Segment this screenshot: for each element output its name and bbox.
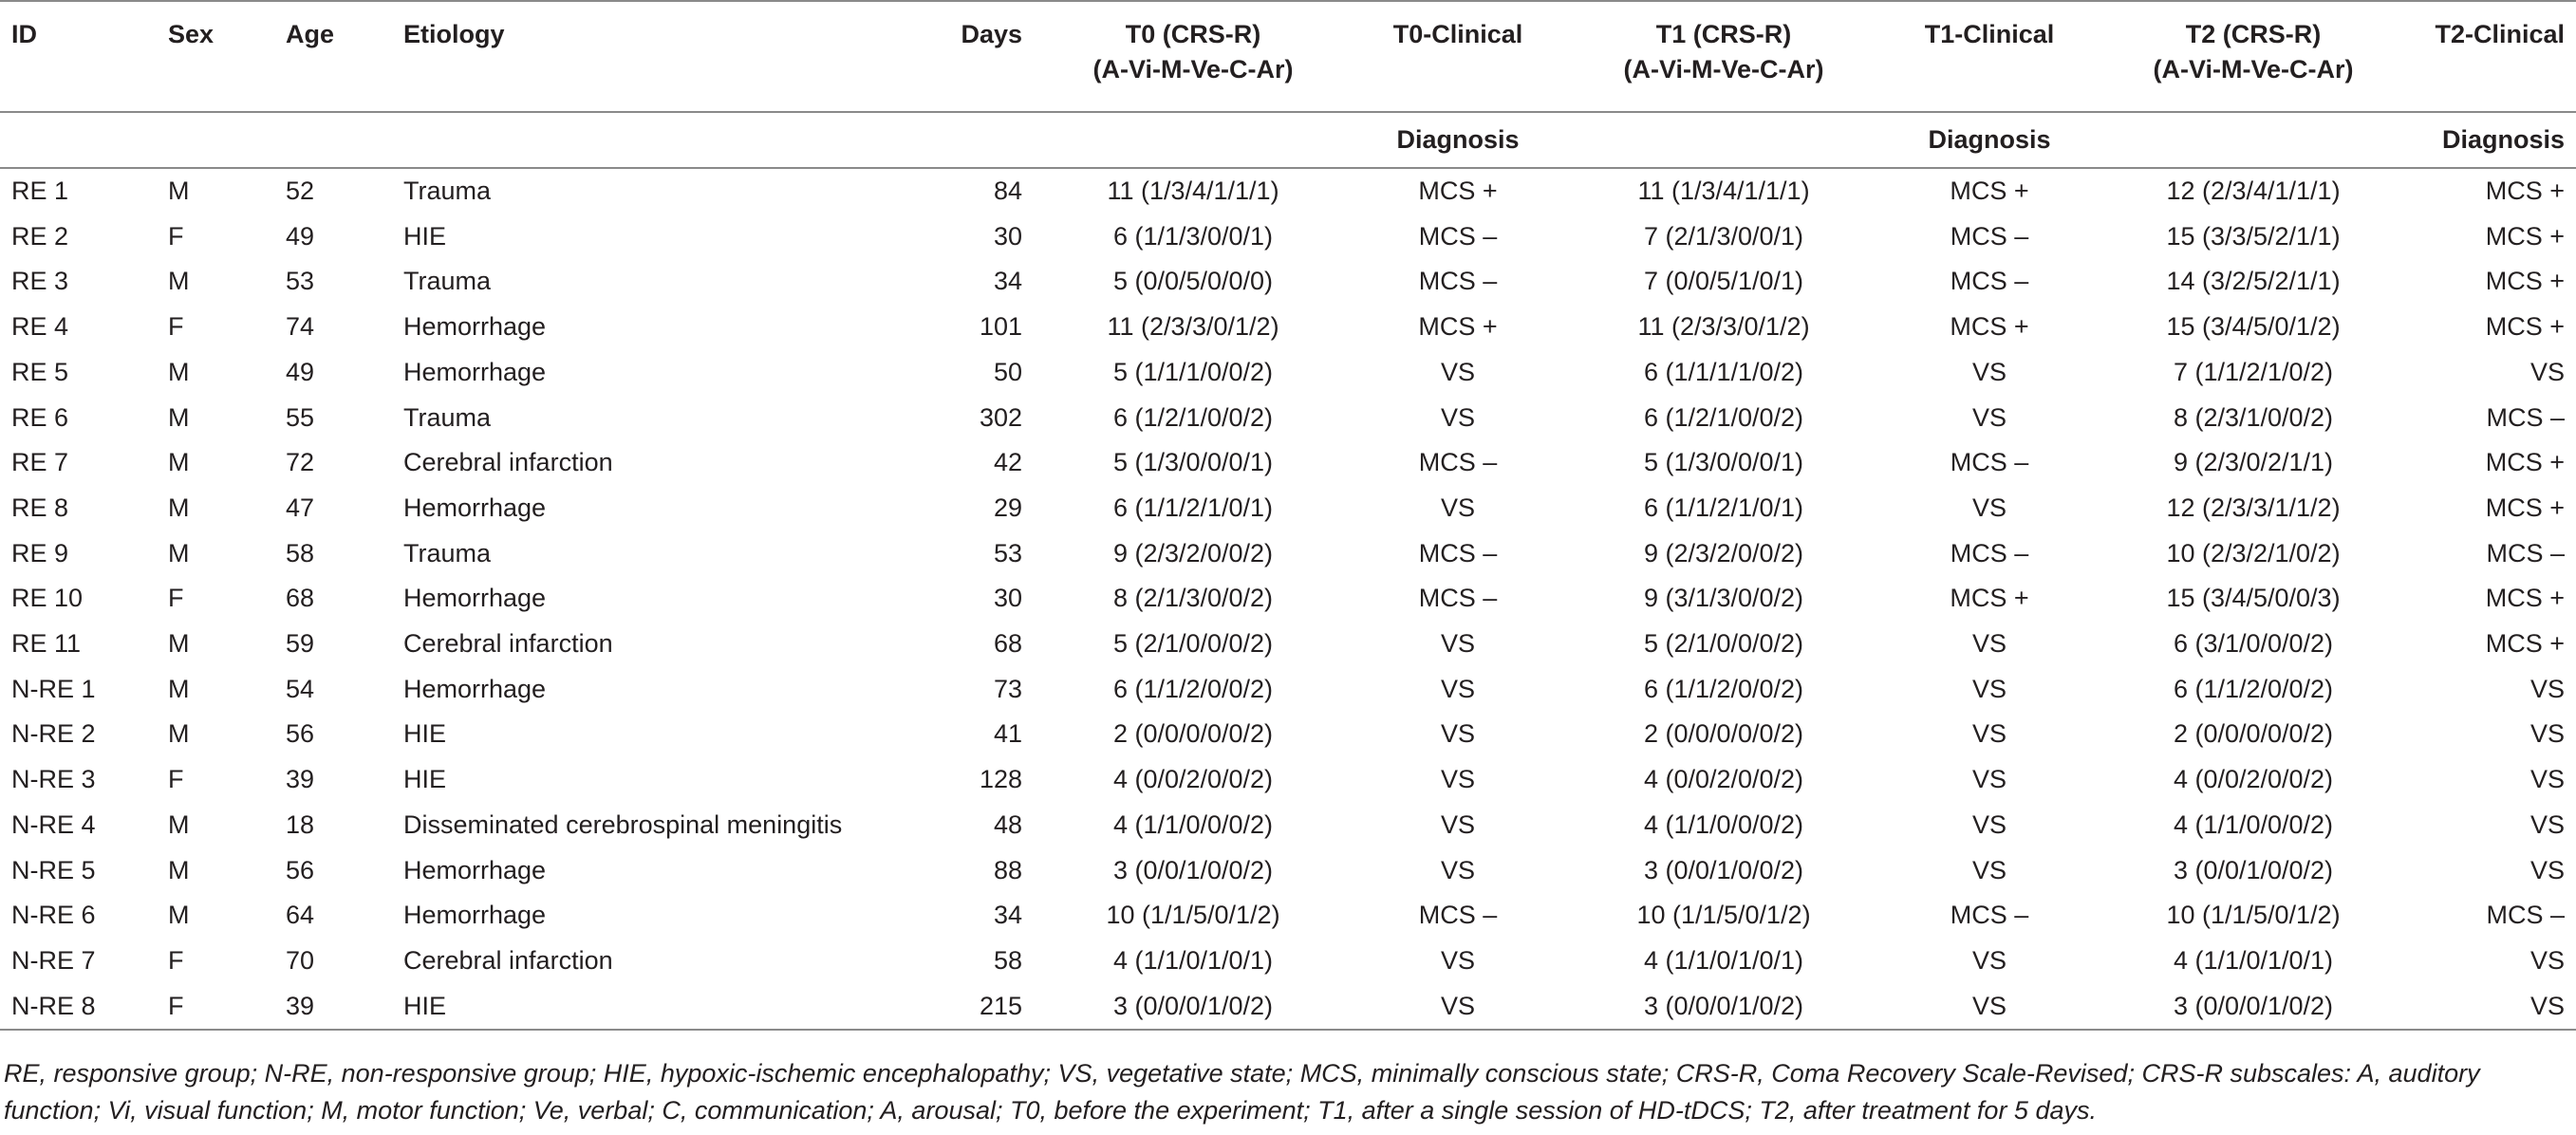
cell-t2-crsr: 6 (1/1/2/0/0/2)	[2173, 674, 2334, 703]
cell-t2-clinical: VS	[2529, 719, 2565, 749]
cell-t2-clinical: MCS +	[2485, 448, 2565, 477]
cell-t1-clinical: VS	[1971, 945, 2007, 975]
cell-id: RE 2	[11, 221, 69, 251]
cell-age: 55	[286, 402, 315, 432]
cell-t0-clinical: VS	[1440, 674, 1476, 703]
cell-etiology: Trauma	[403, 177, 492, 205]
cell-days: 34	[993, 901, 1022, 930]
header-t2-clinical: T2-Clinical	[2412, 1, 2576, 112]
cell-sex: F	[168, 584, 184, 613]
cell-t0-clinical: VS	[1440, 493, 1476, 522]
cell-t1-clinical: VS	[1971, 719, 2007, 749]
cell-t2-clinical: MCS –	[2486, 402, 2565, 432]
table-row	[0, 893, 2576, 939]
cell-t1-clinical: VS	[1971, 357, 2007, 386]
cell-id: RE 11	[11, 629, 82, 659]
cell-sex: M	[168, 538, 190, 568]
table-footnote	[0, 1055, 2567, 1129]
cell-etiology: Hemorrhage	[403, 901, 547, 930]
cell-t1-clinical: VS	[1971, 629, 2007, 659]
cell-id: RE 7	[11, 448, 69, 477]
cell-days: 128	[979, 765, 1022, 794]
cell-t2-clinical: MCS +	[2485, 312, 2565, 342]
table-row	[0, 531, 2576, 577]
cell-t1-clinical: VS	[1884, 984, 2095, 1031]
subheader-empty	[274, 112, 392, 168]
cell-t0-crsr: 4 (1/1/0/1/0/1)	[1112, 945, 1274, 975]
table-row	[0, 984, 2576, 1031]
subheader-t2-diagnosis: Diagnosis	[2412, 112, 2576, 168]
table-row	[0, 350, 2576, 396]
cell-t1-clinical: VS	[1971, 809, 2007, 839]
cell-t1-crsr: 3 (0/0/1/0/0/2)	[1643, 855, 1804, 884]
cell-id: RE 1	[11, 177, 69, 205]
header-sex: Sex	[157, 1, 274, 112]
cell-t1-crsr: 4 (1/1/0/0/0/2)	[1643, 809, 1804, 839]
cell-t0-crsr: 5 (2/1/0/0/0/2)	[1112, 629, 1274, 659]
cell-t2-crsr: 3 (0/0/0/1/0/2)	[2095, 984, 2412, 1031]
cell-days: 41	[993, 719, 1022, 749]
cell-t0-clinical: VS	[1440, 809, 1476, 839]
cell-days: 215	[924, 984, 1034, 1031]
cell-t0-crsr: 11 (2/3/3/0/1/2)	[1107, 312, 1279, 342]
cell-t2-crsr: 14 (3/2/5/2/1/1)	[2166, 267, 2341, 296]
cell-etiology: Hemorrhage	[403, 493, 547, 522]
cell-t2-clinical: VS	[2412, 984, 2576, 1031]
cell-etiology: Cerebral infarction	[403, 448, 613, 477]
cell-t0-clinical: MCS –	[1418, 221, 1498, 251]
cell-t0-crsr: 2 (0/0/0/0/0/2)	[1112, 719, 1274, 749]
subheader-empty	[1563, 112, 1884, 168]
cell-sex: F	[157, 984, 274, 1031]
cell-etiology: Hemorrhage	[403, 674, 547, 703]
cell-t2-crsr: 8 (2/3/1/0/0/2)	[2173, 402, 2334, 432]
cell-id: RE 8	[11, 493, 69, 522]
cell-age: 72	[286, 448, 315, 477]
cell-t1-crsr: 9 (2/3/2/0/0/2)	[1643, 538, 1804, 568]
table-body	[0, 168, 2576, 1030]
cell-etiology: HIE	[392, 984, 924, 1031]
cell-id: N-RE 3	[11, 765, 96, 794]
footnote-line-1: RE, responsive group; N-RE, non-responsive group; HIE, hypoxic-ischemic encephalopathy; VS, vegetative state; MCS, minimally conscious state; CRS-R, Coma Recovery Scale-Revised; CRS-R subscales: A, auditory	[4, 1059, 2480, 1088]
cell-t1-crsr: 5 (2/1/0/0/0/2)	[1643, 629, 1804, 659]
cell-etiology: HIE	[403, 221, 447, 251]
cell-days: 30	[993, 221, 1022, 251]
cell-t2-clinical: MCS +	[2485, 584, 2565, 613]
cell-t1-crsr: 9 (3/1/3/0/0/2)	[1643, 584, 1804, 613]
header-id: ID	[0, 1, 157, 112]
cell-t1-crsr: 5 (1/3/0/0/0/1)	[1643, 448, 1804, 477]
cell-days: 84	[993, 177, 1022, 205]
cell-t0-clinical: MCS –	[1418, 584, 1498, 613]
cell-sex: M	[168, 357, 190, 386]
cell-t0-crsr: 3 (0/0/1/0/0/2)	[1112, 855, 1274, 884]
cell-t0-clinical: VS	[1440, 357, 1476, 386]
cell-t0-clinical: VS	[1440, 719, 1476, 749]
cell-t1-crsr: 3 (0/0/0/1/0/2)	[1563, 984, 1884, 1031]
subheader-empty	[1034, 112, 1353, 168]
cell-t0-crsr: 4 (0/0/2/0/0/2)	[1112, 765, 1274, 794]
cell-t2-clinical: VS	[2529, 674, 2565, 703]
table-row	[0, 939, 2576, 984]
cell-t0-crsr: 6 (1/1/2/1/0/1)	[1112, 493, 1274, 522]
cell-days: 42	[993, 448, 1022, 477]
cell-days: 29	[993, 493, 1022, 522]
cell-t2-clinical: MCS +	[2485, 629, 2565, 659]
header-age: Age	[274, 1, 392, 112]
cell-t1-clinical: MCS –	[1950, 267, 2029, 296]
cell-sex: M	[168, 177, 190, 205]
header-t0-crsr-line1: T0 (CRS-R)	[1125, 20, 1261, 48]
cell-sex: M	[168, 855, 190, 884]
cell-age: 64	[286, 901, 315, 930]
cell-t1-crsr: 10 (1/1/5/0/1/2)	[1636, 901, 1811, 930]
cell-t1-crsr: 6 (1/1/2/0/0/2)	[1643, 674, 1804, 703]
header-t2-crsr	[2095, 1, 2412, 112]
subheader-empty	[392, 112, 924, 168]
cell-etiology: Trauma	[403, 538, 492, 568]
header-t2-crsr-line1: T2 (CRS-R)	[2185, 20, 2322, 48]
cell-sex: M	[168, 901, 190, 930]
subheader-t1-diagnosis: Diagnosis	[1884, 112, 2095, 168]
cell-age: 52	[286, 177, 315, 205]
table-row	[0, 440, 2576, 486]
cell-t2-crsr: 10 (2/3/2/1/0/2)	[2166, 538, 2341, 568]
subheader-empty	[0, 112, 157, 168]
cell-t0-clinical: MCS –	[1418, 538, 1498, 568]
cell-etiology: Hemorrhage	[403, 855, 547, 884]
cell-days: 101	[979, 312, 1022, 342]
cell-t0-crsr: 9 (2/3/2/0/0/2)	[1112, 538, 1274, 568]
cell-t0-clinical: MCS –	[1418, 448, 1498, 477]
cell-age: 47	[286, 493, 315, 522]
cell-t0-clinical: VS	[1353, 984, 1563, 1031]
cell-t0-crsr: 6 (1/2/1/0/0/2)	[1112, 402, 1274, 432]
cell-id: N-RE 6	[11, 901, 96, 930]
cell-t1-clinical: VS	[1971, 855, 2007, 884]
cell-days: 50	[993, 357, 1022, 386]
cell-t2-clinical: MCS +	[2485, 177, 2565, 205]
cell-t0-crsr: 6 (1/1/2/0/0/2)	[1112, 674, 1274, 703]
header-row	[0, 1, 2576, 112]
cell-sex: F	[168, 312, 184, 342]
cell-etiology: Cerebral infarction	[403, 945, 613, 975]
cell-t1-crsr: 6 (1/1/1/1/0/2)	[1643, 357, 1804, 386]
cell-sex: M	[168, 267, 190, 296]
cell-t2-clinical: VS	[2529, 945, 2565, 975]
cell-t2-clinical: VS	[2529, 765, 2565, 794]
cell-t2-clinical: VS	[2529, 357, 2565, 386]
table-row	[0, 803, 2576, 848]
subheader-empty	[924, 112, 1034, 168]
cell-t0-crsr: 11 (1/3/4/1/1/1)	[1107, 177, 1279, 205]
cell-t2-crsr: 9 (2/3/0/2/1/1)	[2173, 448, 2334, 477]
cell-etiology: Disseminated cerebrospinal meningitis	[403, 809, 843, 839]
cell-t0-clinical: MCS –	[1418, 267, 1498, 296]
cell-t1-clinical: VS	[1971, 493, 2007, 522]
cell-t0-crsr: 5 (1/3/0/0/0/1)	[1112, 448, 1274, 477]
cell-t0-clinical: MCS +	[1418, 177, 1498, 205]
table-row	[0, 576, 2576, 622]
cell-etiology: Trauma	[403, 402, 492, 432]
cell-t1-crsr: 4 (0/0/2/0/0/2)	[1643, 765, 1804, 794]
cell-days: 73	[993, 674, 1022, 703]
cell-t1-crsr: 11 (2/3/3/0/1/2)	[1637, 312, 1810, 342]
cell-sex: M	[168, 629, 190, 659]
cell-age: 58	[286, 538, 315, 568]
cell-days: 88	[993, 855, 1022, 884]
cell-id: N-RE 7	[11, 945, 96, 975]
cell-t1-clinical: VS	[1971, 674, 2007, 703]
cell-t0-crsr: 5 (0/0/5/0/0/0)	[1112, 267, 1274, 296]
table-row	[0, 259, 2576, 305]
cell-id: N-RE 8	[0, 984, 157, 1031]
cell-t2-crsr: 15 (3/4/5/0/0/3)	[2166, 584, 2341, 613]
cell-t0-crsr: 4 (1/1/0/0/0/2)	[1112, 809, 1274, 839]
cell-t2-crsr: 2 (0/0/0/0/0/2)	[2173, 719, 2334, 749]
cell-t1-crsr: 11 (1/3/4/1/1/1)	[1637, 177, 1810, 205]
cell-id: RE 3	[11, 267, 69, 296]
table-row	[0, 757, 2576, 803]
cell-sex: M	[168, 402, 190, 432]
subheader-t0-diagnosis: Diagnosis	[1353, 112, 1563, 168]
cell-etiology: HIE	[403, 719, 447, 749]
cell-t2-clinical: MCS +	[2485, 221, 2565, 251]
cell-t1-clinical: MCS +	[1950, 177, 2029, 205]
cell-t0-clinical: VS	[1440, 629, 1476, 659]
header-days: Days	[924, 1, 1034, 112]
table-row	[0, 667, 2576, 713]
cell-t2-crsr: 4 (0/0/2/0/0/2)	[2173, 765, 2334, 794]
table-row	[0, 396, 2576, 441]
cell-days: 302	[979, 402, 1022, 432]
cell-id: RE 6	[11, 402, 69, 432]
cell-etiology: Trauma	[403, 267, 492, 296]
cell-etiology: Hemorrhage	[403, 312, 547, 342]
cell-t2-crsr: 12 (2/3/3/1/1/2)	[2166, 493, 2341, 522]
cell-id: RE 4	[11, 312, 69, 342]
cell-age: 39	[286, 765, 315, 794]
cell-t1-clinical: VS	[1971, 402, 2007, 432]
cell-t2-crsr: 4 (1/1/0/1/0/1)	[2173, 945, 2334, 975]
cell-age: 56	[286, 855, 315, 884]
cell-t0-clinical: VS	[1440, 765, 1476, 794]
cell-t1-clinical: MCS –	[1950, 538, 2029, 568]
table-row	[0, 214, 2576, 260]
cell-id: RE 9	[11, 538, 69, 568]
cell-t0-clinical: VS	[1440, 945, 1476, 975]
cell-t0-clinical: VS	[1440, 402, 1476, 432]
cell-id: N-RE 5	[11, 855, 96, 884]
cell-t2-crsr: 10 (1/1/5/0/1/2)	[2166, 901, 2341, 930]
cell-etiology: HIE	[403, 765, 447, 794]
cell-t1-clinical: MCS +	[1950, 584, 2029, 613]
cell-etiology: Hemorrhage	[403, 357, 547, 386]
cell-t2-crsr: 7 (1/1/2/1/0/2)	[2173, 357, 2334, 386]
cell-days: 34	[993, 267, 1022, 296]
cell-id: RE 5	[11, 357, 69, 386]
cell-days: 30	[993, 584, 1022, 613]
header-t0-crsr	[1034, 1, 1353, 112]
cell-age: 53	[286, 267, 315, 296]
cell-sex: M	[168, 448, 190, 477]
cell-t0-crsr: 3 (0/0/0/1/0/2)	[1034, 984, 1353, 1031]
cell-t0-crsr: 8 (2/1/3/0/0/2)	[1112, 584, 1274, 613]
header-t0-clinical: T0-Clinical	[1353, 1, 1563, 112]
footnote-line-2: function; Vi, visual function; M, motor function; Ve, verbal; C, communication; A, arousal; T0, before the experiment; T1, after a single session of HD-tDCS; T2, after treatment for 5 days.	[4, 1096, 2097, 1125]
cell-age: 49	[286, 221, 315, 251]
cell-t2-crsr: 12 (2/3/4/1/1/1)	[2166, 177, 2341, 205]
cell-sex: M	[168, 493, 190, 522]
cell-etiology: Cerebral infarction	[403, 629, 613, 659]
header-t1-crsr-line1: T1 (CRS-R)	[1655, 20, 1792, 48]
cell-t2-clinical: MCS +	[2485, 493, 2565, 522]
header-t1-crsr	[1563, 1, 1884, 112]
cell-t2-clinical: VS	[2529, 855, 2565, 884]
cell-id: RE 10	[11, 584, 84, 613]
cell-etiology: Hemorrhage	[403, 584, 547, 613]
cell-t2-crsr: 15 (3/3/5/2/1/1)	[2166, 221, 2341, 251]
cell-t1-clinical: MCS –	[1950, 901, 2029, 930]
header-t0-crsr-line2: (A-Vi-M-Ve-C-Ar)	[1092, 55, 1294, 84]
table-row	[0, 486, 2576, 531]
cell-t1-crsr: 6 (1/1/2/1/0/1)	[1643, 493, 1804, 522]
cell-sex: F	[168, 765, 184, 794]
cell-t1-clinical: MCS –	[1950, 448, 2029, 477]
cell-t1-clinical: MCS –	[1950, 221, 2029, 251]
cell-t1-crsr: 7 (0/0/5/1/0/1)	[1643, 267, 1804, 296]
cell-t2-crsr: 4 (1/1/0/0/0/2)	[2173, 809, 2334, 839]
cell-t2-crsr: 15 (3/4/5/0/1/2)	[2166, 312, 2341, 342]
cell-t0-clinical: MCS –	[1418, 901, 1498, 930]
cell-age: 74	[286, 312, 315, 342]
table-row	[0, 168, 2576, 214]
cell-sex: M	[168, 719, 190, 749]
header-t1-crsr-line2: (A-Vi-M-Ve-C-Ar)	[1623, 55, 1824, 84]
table-row	[0, 848, 2576, 894]
cell-age: 18	[286, 809, 315, 839]
cell-t2-clinical: MCS –	[2486, 538, 2565, 568]
header-etiology: Etiology	[392, 1, 924, 112]
cell-t1-crsr: 4 (1/1/0/1/0/1)	[1643, 945, 1804, 975]
cell-age: 56	[286, 719, 315, 749]
cell-sex: F	[168, 221, 184, 251]
cell-t1-crsr: 2 (0/0/0/0/0/2)	[1643, 719, 1804, 749]
cell-t1-crsr: 6 (1/2/1/0/0/2)	[1643, 402, 1804, 432]
cell-t0-clinical: VS	[1440, 855, 1476, 884]
cell-t2-clinical: MCS +	[2485, 267, 2565, 296]
cell-days: 68	[993, 629, 1022, 659]
cell-t0-crsr: 10 (1/1/5/0/1/2)	[1106, 901, 1280, 930]
cell-sex: M	[168, 674, 190, 703]
subheader-empty	[2095, 112, 2412, 168]
header-t1-clinical: T1-Clinical	[1884, 1, 2095, 112]
cell-age: 54	[286, 674, 315, 703]
cell-days: 58	[993, 945, 1022, 975]
cell-t0-clinical: MCS +	[1418, 312, 1498, 342]
cell-t2-clinical: MCS –	[2486, 901, 2565, 930]
table-row	[0, 712, 2576, 757]
cell-id: N-RE 1	[11, 674, 96, 703]
cell-days: 48	[993, 809, 1022, 839]
subheader-row	[0, 112, 2576, 168]
cell-sex: F	[168, 945, 184, 975]
cell-t0-crsr: 5 (1/1/1/0/0/2)	[1112, 357, 1274, 386]
cell-t0-crsr: 6 (1/1/3/0/0/1)	[1112, 221, 1274, 251]
cell-t2-crsr: 3 (0/0/1/0/0/2)	[2173, 855, 2334, 884]
table-row	[0, 305, 2576, 350]
cell-days: 53	[993, 538, 1022, 568]
cell-t1-crsr: 7 (2/1/3/0/0/1)	[1643, 221, 1804, 251]
cell-age: 59	[286, 629, 315, 659]
cell-age: 49	[286, 357, 315, 386]
cell-t2-clinical: VS	[2529, 809, 2565, 839]
cell-sex: M	[168, 809, 190, 839]
cell-age: 68	[286, 584, 315, 613]
cell-t1-clinical: MCS +	[1950, 312, 2029, 342]
table-row	[0, 622, 2576, 667]
subheader-empty	[157, 112, 274, 168]
cell-id: N-RE 2	[11, 719, 96, 749]
cell-age: 39	[274, 984, 392, 1031]
cell-age: 70	[286, 945, 315, 975]
header-t2-crsr-line2: (A-Vi-M-Ve-C-Ar)	[2153, 55, 2354, 84]
cell-id: N-RE 4	[11, 809, 96, 839]
cell-t1-clinical: VS	[1971, 765, 2007, 794]
cell-t2-crsr: 6 (3/1/0/0/0/2)	[2173, 629, 2334, 659]
